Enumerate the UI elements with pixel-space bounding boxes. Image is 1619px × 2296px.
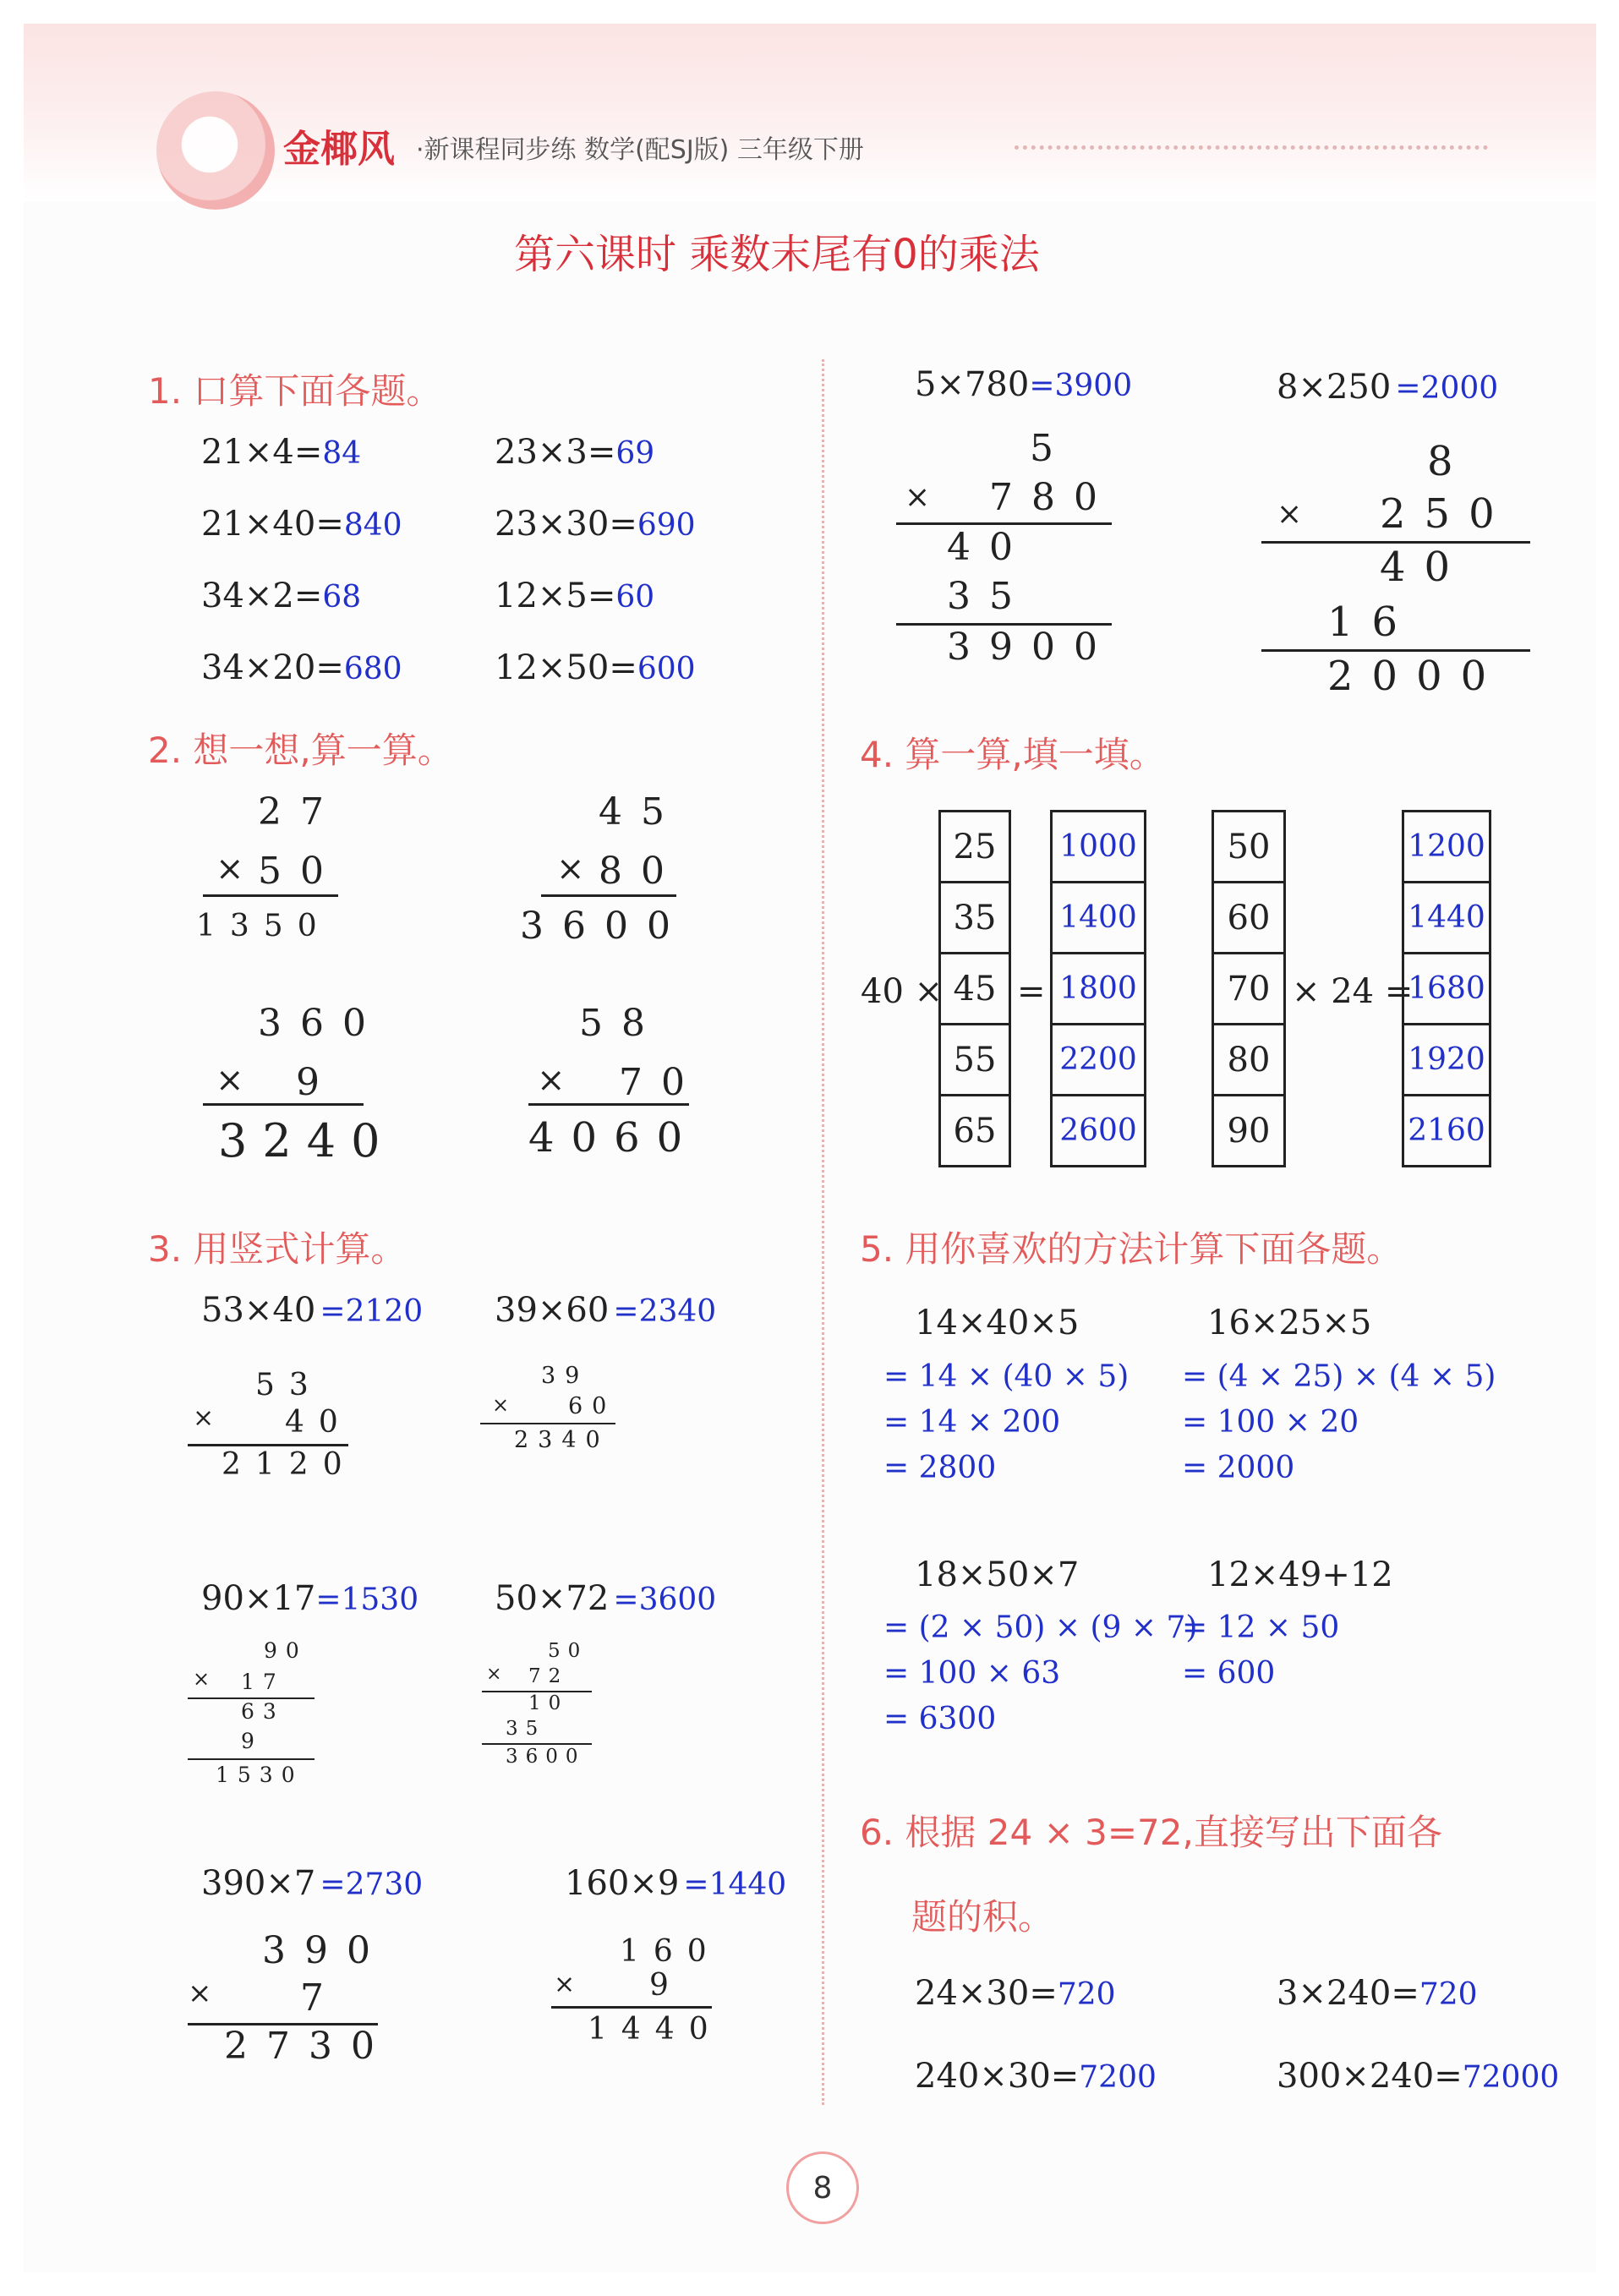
oral-item: 21×4=84 [201, 433, 362, 472]
rule-line [203, 894, 338, 897]
multiplier: 72 [528, 1665, 569, 1687]
table-cell: 45 [938, 952, 1011, 1025]
section-3-heading: 3. 用竖式计算。 [148, 1228, 407, 1270]
product-item: 24×30=720 [915, 1974, 1116, 2013]
partial-product: 9 [241, 1729, 263, 1753]
table-cell: 70 [1212, 952, 1286, 1025]
times-sign: × [193, 1403, 215, 1433]
expression: 18×50×7 [915, 1555, 1080, 1594]
multiplier: 9 [649, 1968, 683, 2003]
product: 1530 [216, 1763, 304, 1787]
calc-step: = 12 × 50 [1182, 1610, 1340, 1645]
multiplier: 70 [619, 1061, 703, 1104]
oral-item: 23×30=690 [495, 505, 696, 544]
vertical-calc-question: 39×60 =2340 [495, 1291, 717, 1330]
table-cell: 55 [938, 1023, 1011, 1096]
header-dotted-line [1015, 145, 1488, 150]
calc-step: = 600 [1182, 1656, 1276, 1691]
partial-product: 10 [528, 1692, 569, 1714]
answer-cell: 2600 [1050, 1094, 1146, 1167]
partial-product: 40 [947, 526, 1031, 569]
times-sign: × [486, 1664, 502, 1685]
vertical-calc-question: 5×780=3900 [915, 365, 1133, 404]
product: 1350 [196, 909, 331, 943]
brand-name: 金椰风 [283, 128, 395, 171]
oral-item: 23×3=69 [495, 433, 655, 472]
expression: 16×25×5 [1207, 1304, 1372, 1342]
rule-line [1261, 649, 1530, 652]
product: 3600 [506, 1746, 586, 1768]
column-divider [822, 359, 824, 2105]
product: 2000 [1327, 653, 1506, 700]
calc-step: = 2800 [883, 1451, 997, 1485]
answer-cell: 1400 [1050, 881, 1146, 954]
multiplicand: 390 [262, 1929, 389, 1972]
answer-cell: 2160 [1402, 1094, 1491, 1167]
section-4-heading: 4. 算一算,填一填。 [860, 734, 1165, 775]
table-cell: 25 [938, 810, 1011, 883]
times-sign: × [188, 1976, 212, 2010]
calc-step: = 100 × 20 [1182, 1405, 1359, 1440]
multiplicand: 5 [1030, 427, 1072, 470]
calc-step: = 14 × 200 [883, 1405, 1061, 1440]
table-cell: 35 [938, 881, 1011, 954]
times-sign: × [216, 1061, 244, 1100]
header-subtitle: ·新课程同步练 数学(配SJ版) 三年级下册 [416, 135, 864, 165]
multiplier: 50 [258, 850, 342, 893]
multiplier: 40 [285, 1405, 353, 1440]
rule-line [203, 1103, 364, 1106]
answer-cell: 1200 [1402, 810, 1491, 883]
page-title: 第六课时 乘数末尾有0的乘法 [514, 231, 1040, 278]
times-sign: × [556, 850, 585, 888]
calc-step: = 2000 [1182, 1451, 1295, 1485]
rule-line [551, 2006, 712, 2009]
section-1-heading: 1. 口算下面各题。 [148, 370, 442, 412]
multiplicand: 58 [579, 1002, 664, 1045]
expression: 14×40×5 [915, 1304, 1080, 1342]
product: 1440 [588, 2012, 723, 2047]
rule-line [528, 1103, 689, 1106]
answer-cell: 1000 [1050, 810, 1146, 883]
answer-cell: 2200 [1050, 1023, 1146, 1096]
multiplier: 60 [568, 1393, 616, 1419]
calc-step: = 14 × (40 × 5) [883, 1359, 1129, 1394]
multiplier: 80 [599, 850, 683, 893]
multiplicand: 160 [620, 1934, 721, 1969]
right-operator: × 24 = [1292, 972, 1414, 1011]
calc-step: = 100 × 63 [883, 1656, 1061, 1691]
times-sign: × [905, 480, 931, 515]
times-sign: × [1277, 497, 1303, 532]
rule-line [541, 894, 676, 897]
multiplier: 780 [989, 476, 1116, 519]
vertical-calc-question: 53×40 =2120 [201, 1291, 424, 1330]
section-2-heading: 2. 想一想,算一算。 [148, 730, 453, 771]
answer-cell: 1800 [1050, 952, 1146, 1025]
oral-item: 12×5=60 [495, 577, 655, 615]
equals-sign: = [1017, 972, 1046, 1011]
logo-icon [156, 91, 275, 210]
multiplier: 17 [241, 1670, 285, 1694]
product-item: 3×240=720 [1277, 1974, 1478, 2013]
oral-item: 12×50=600 [495, 648, 696, 687]
oral-item: 34×20=680 [201, 648, 402, 687]
partial-product: 40 [1380, 544, 1469, 591]
rule-line [480, 1423, 615, 1424]
times-sign: × [492, 1393, 510, 1417]
table-cell: 90 [1212, 1094, 1286, 1167]
rule-line [896, 522, 1112, 525]
section-6-heading: 6. 根据 24 × 3=72,直接写出下面各 [860, 1812, 1442, 1853]
partial-product: 63 [241, 1699, 285, 1724]
page-number: 8 [786, 2151, 859, 2224]
product-item: 300×240=72000 [1277, 2057, 1560, 2096]
times-sign: × [216, 850, 244, 888]
answer-cell: 1440 [1402, 881, 1491, 954]
multiplicand: 360 [258, 1002, 385, 1045]
multiplier: 7 [300, 1976, 342, 2020]
multiplier: 250 [1380, 490, 1513, 538]
multiplier: 9 [296, 1061, 338, 1104]
multiplicand: 45 [599, 790, 683, 834]
multiplicand: 90 [264, 1638, 308, 1663]
oral-item: 34×2=68 [201, 577, 362, 615]
product: 3900 [947, 626, 1116, 669]
calc-step: = (4 × 25) × (4 × 5) [1182, 1359, 1496, 1394]
multiplicand: 53 [255, 1368, 323, 1402]
oral-item: 21×40=840 [201, 505, 402, 544]
table-cell: 80 [1212, 1023, 1286, 1096]
vertical-calc-question: 50×72 =3600 [495, 1579, 717, 1618]
rule-line [188, 1444, 348, 1446]
expression: 12×49+12 [1207, 1555, 1393, 1594]
product: 2120 [222, 1447, 357, 1482]
answer-cell: 1680 [1402, 952, 1491, 1025]
section-6-heading-cont: 题的积。 [911, 1896, 1054, 1938]
table-cell: 60 [1212, 881, 1286, 954]
rule-line [188, 1758, 315, 1760]
product-item: 240×30=7200 [915, 2057, 1157, 2096]
product: 2340 [514, 1427, 610, 1453]
vertical-calc-question: 8×250 =2000 [1277, 368, 1499, 407]
partial-product: 35 [947, 575, 1031, 618]
vertical-calc-question: 90×17=1530 [201, 1579, 419, 1618]
calc-step: = (2 × 50) × (9 × 7) [883, 1610, 1198, 1645]
times-sign: × [537, 1061, 566, 1100]
product: 3600 [520, 905, 689, 948]
product: 3240 [218, 1114, 396, 1167]
table-cell: 65 [938, 1094, 1011, 1167]
partial-product: 16 [1327, 599, 1417, 646]
product: 2730 [224, 2025, 393, 2068]
table-cell: 50 [1212, 810, 1286, 883]
multiplicand: 50 [548, 1640, 588, 1662]
multiplicand: 8 [1427, 438, 1472, 485]
multiplicand: 27 [258, 790, 342, 834]
left-factor: 40 × [861, 972, 944, 1011]
vertical-calc-question: 390×7 =2730 [201, 1864, 424, 1903]
multiplicand: 39 [541, 1363, 589, 1389]
vertical-calc-question: 160×9 =1440 [565, 1864, 787, 1903]
section-5-heading: 5. 用你喜欢的方法计算下面各题。 [860, 1228, 1403, 1270]
times-sign: × [193, 1667, 211, 1691]
calc-step: = 6300 [883, 1702, 997, 1736]
times-sign: × [554, 1970, 576, 1999]
partial-product: 35 [506, 1718, 546, 1740]
answer-cell: 1920 [1402, 1023, 1491, 1096]
rule-line [482, 1743, 592, 1745]
product: 4060 [528, 1114, 700, 1162]
